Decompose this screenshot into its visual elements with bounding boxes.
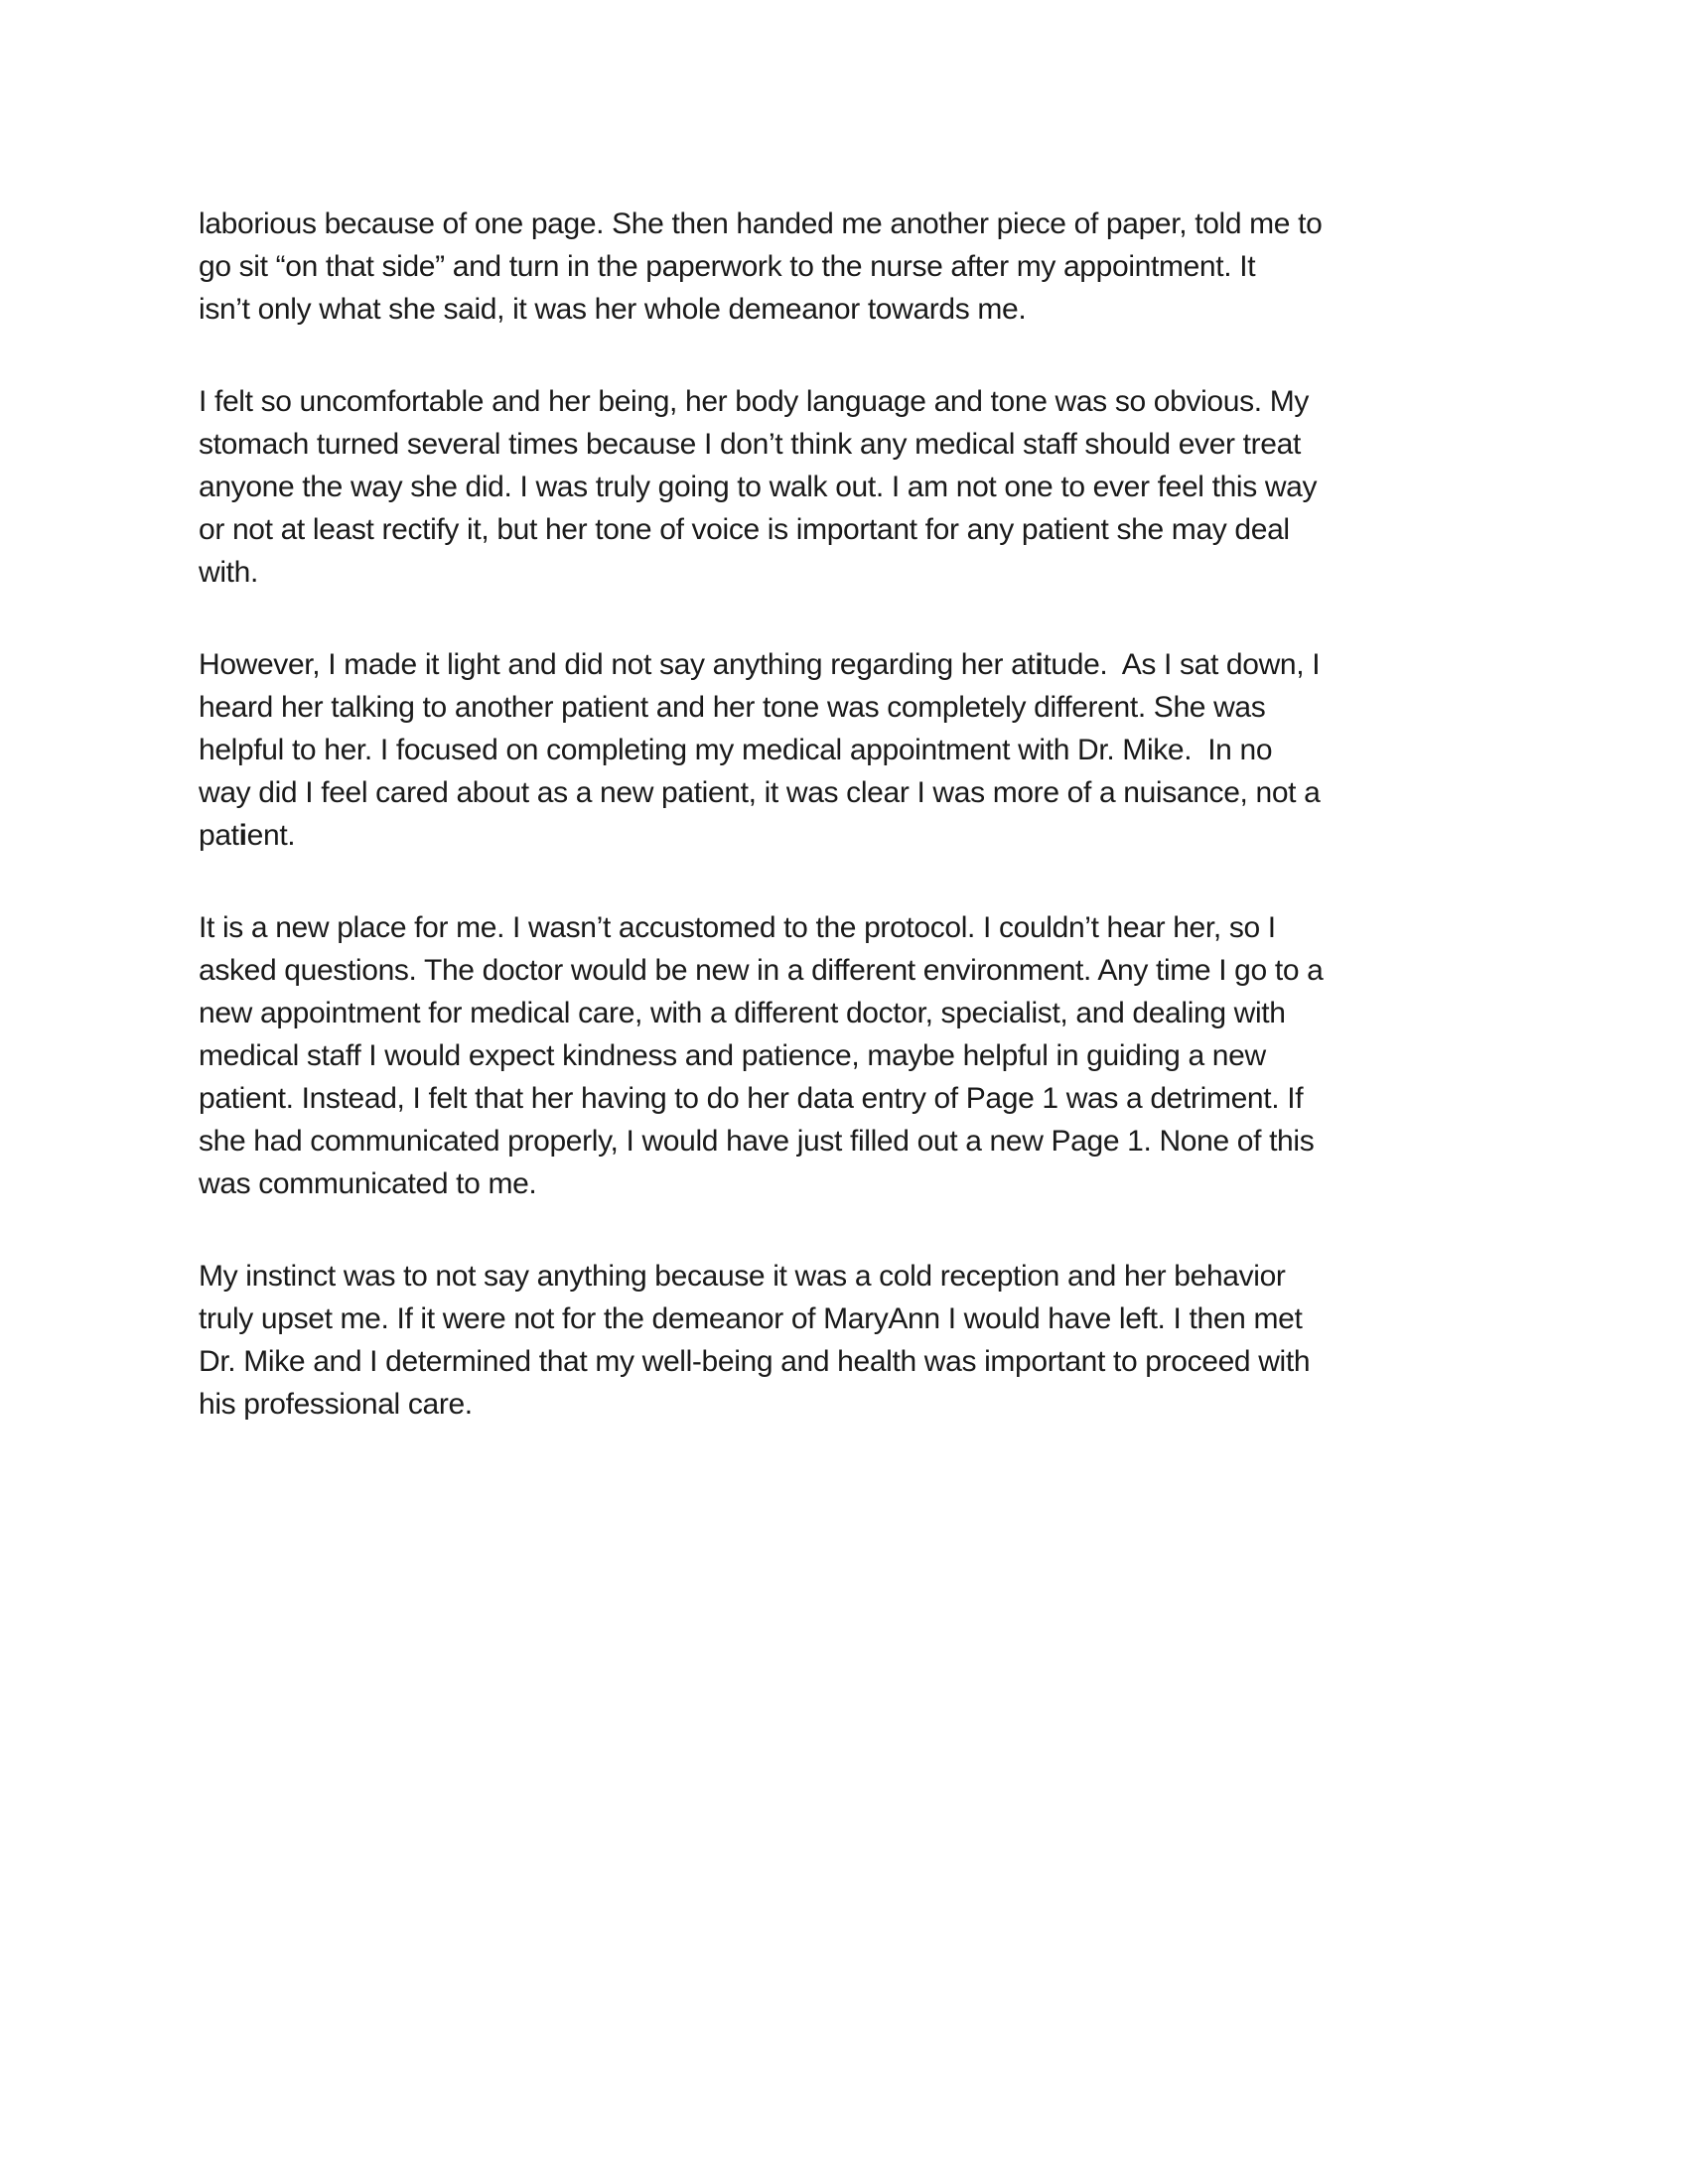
text-run: truly upset me. If it were not for the demeanor of MaryAnn I would have left. I then met — [199, 1302, 1303, 1335]
text-line — [199, 1120, 1489, 1162]
text-run: My instinct was to not say anything because it was a cold reception and her behavior — [199, 1260, 1286, 1293]
text-line — [199, 771, 1489, 814]
text-line — [199, 686, 1489, 729]
paragraph — [199, 1255, 1489, 1426]
text-run: I felt so uncomfortable and her being, her body language and tone was so obvious. My — [199, 385, 1309, 418]
text-run: patient. Instead, I felt that her having to do her data entry of Page 1 was a detriment. If — [199, 1082, 1304, 1115]
text-line — [199, 1034, 1489, 1077]
text-line — [199, 288, 1489, 331]
text-run: tude. As I sat down, I — [1043, 648, 1321, 681]
text-run: she had communicated properly, I would have just filled out a new Page 1. None of this — [199, 1125, 1315, 1158]
bold-text-run: i — [1035, 648, 1044, 681]
text-run: Dr. Mike and I determined that my well-being and health was important to proceed with — [199, 1345, 1311, 1378]
text-line — [199, 380, 1489, 423]
text-run: new appointment for medical care, with a different doctor, specialist, and dealing with — [199, 997, 1286, 1029]
text-line — [199, 1255, 1489, 1297]
text-line — [199, 508, 1489, 551]
text-run: asked questions. The doctor would be new in a different environment. Any time I go to a — [199, 954, 1324, 987]
text-run: isn’t only what she said, it was her whole demeanor towards me. — [199, 293, 1027, 326]
text-run: was communicated to me. — [199, 1167, 537, 1200]
text-run: heard her talking to another patient and her tone was completely different. She was — [199, 691, 1266, 724]
text-line — [199, 1383, 1489, 1426]
text-line — [199, 1162, 1489, 1205]
text-run: However, I made it light and did not say anything regarding her at — [199, 648, 1036, 681]
text-line — [199, 643, 1489, 686]
paragraph — [199, 203, 1489, 331]
text-line — [199, 551, 1489, 594]
text-line — [199, 203, 1489, 245]
document-body — [199, 203, 1489, 1426]
text-run: stomach turned several times because I don’t think any medical staff should ever treat — [199, 428, 1301, 461]
text-line — [199, 1340, 1489, 1383]
text-line — [199, 245, 1489, 288]
text-line — [199, 729, 1489, 771]
text-line — [199, 423, 1489, 466]
text-run: go sit “on that side” and turn in the paperwork to the nurse after my appointment. It — [199, 250, 1256, 283]
text-run: laborious because of one page. She then handed me another piece of paper, told me to — [199, 207, 1323, 240]
text-run: medical staff I would expect kindness and patience, maybe helpful in guiding a new — [199, 1039, 1266, 1072]
text-line — [199, 906, 1489, 949]
paragraph — [199, 643, 1489, 857]
text-run: pat — [199, 819, 239, 852]
text-line — [199, 466, 1489, 508]
paragraph — [199, 906, 1489, 1205]
text-run: or not at least rectify it, but her tone of voice is important for any patient she may deal — [199, 513, 1290, 546]
text-run: his professional care. — [199, 1388, 473, 1421]
text-line — [199, 1077, 1489, 1120]
text-line — [199, 992, 1489, 1034]
paragraph — [199, 380, 1489, 594]
text-line — [199, 949, 1489, 992]
text-run: It is a new place for me. I wasn’t accustomed to the protocol. I couldn’t hear her, so I — [199, 911, 1276, 944]
text-run: anyone the way she did. I was truly going to walk out. I am not one to ever feel this way — [199, 471, 1318, 503]
text-line — [199, 814, 1489, 857]
text-run: helpful to her. I focused on completing my medical appointment with Dr. Mike. In no — [199, 734, 1273, 766]
bold-text-run: i — [238, 819, 247, 852]
text-line — [199, 1297, 1489, 1340]
text-run: ent. — [246, 819, 296, 852]
text-run: way did I feel cared about as a new patient, it was clear I was more of a nuisance, not a — [199, 776, 1321, 809]
text-run: with. — [199, 556, 258, 589]
